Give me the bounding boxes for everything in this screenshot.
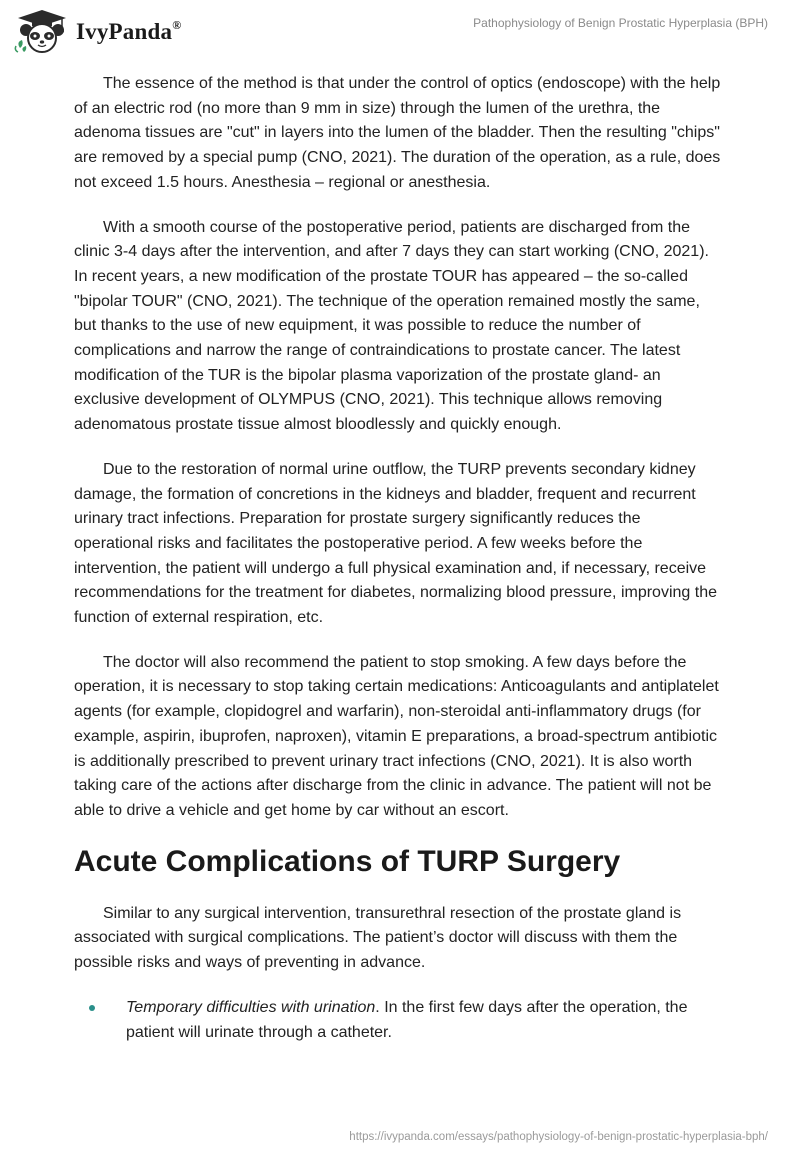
page-header: [0, 0, 800, 64]
running-title: Pathophysiology of Benign Prostatic Hyperplasia (BPH): [473, 16, 768, 30]
list-item-term: Temporary difficulties with urination: [126, 998, 376, 1016]
paragraph: The doctor will also recommend the patient to stop smoking. A few days before the operation, it is necessary to stop taking certain medications: Anticoagulants and antiplatelet agents (for example, clopidogrel and warfarin), non-steroidal anti-inflammatory drugs (for example, aspirin, ibuprofen, naproxen), vitamin E preparations, a broad-spectrum antibiotic is additionally prescribed to prevent urinary tract infections (CNO, 2021). It is also worth taking care of the actions after discharge from the clinic in advance. The patient will not be able to drive a vehicle and get home by car without an escort.: [74, 653, 719, 819]
registered-mark: ®: [172, 17, 182, 32]
bullet-icon: [89, 1005, 95, 1011]
paragraph: Due to the restoration of normal urine outflow, the TURP prevents secondary kidney damage, the formation of concretions in the kidneys and bladder, frequent and recurrent urinary tract infections. Preparation for prostate surgery significantly reduces the operational risks and facilitates the postoperative period. A few weeks before the intervention, the patient will undergo a full physical examination and, if necessary, receive recommendations for the treatment for diabetes, normalizing blood pressure, improving the function of external respiration, etc.: [74, 460, 717, 627]
section-intro: Similar to any surgical intervention, transurethral resection of the prostate gland is associated with surgical complications. The patient’s doctor will discuss with them the possible risks and ways of preventing in advance.: [74, 904, 682, 972]
complications-list: [74, 996, 724, 1045]
essay-body: [74, 72, 724, 1045]
paragraph: With a smooth course of the postoperative period, patients are discharged from the clinic 3-4 days after the intervention, and after 7 days they can start working (CNO, 2021). In recent years, a new modification of the prostate TOUR has appeared – the so-called "bipolar TOUR" (CNO, 2021). The technique of the operation remained mostly the same, but thanks to the use of new equipment, it was possible to reduce the number of complications and narrow the range of contraindications to prostate cancer. The latest modification of the TUR is the bipolar plasma vaporization of the prostate gland- an exclusive development of OLYMPUS (CNO, 2021). This technique allows removing adenomatous prostate tissue almost bloodlessly and quickly enough.: [74, 218, 709, 434]
list-item-text: . In the first few days after the operation, the patient will urinate through a catheter.: [126, 998, 688, 1041]
paragraph: The essence of the method is that under the control of optics (endoscope) with the help of an electric rod (no more than 9 mm in size) through the lumen of the urethra, the adenoma tissues are "cut" in layers into the lumen of the bladder. Then the resulting "chips" are removed by a special pump (CNO, 2021). The duration of the operation, as a rule, does not exceed 1.5 hours. Anesthesia – regional or anesthesia.: [74, 75, 721, 191]
list-item: [74, 996, 724, 1045]
logo-text: IvyPanda®: [76, 17, 182, 44]
section-heading: Acute Complications of TURP Surgery: [74, 844, 621, 878]
panda-graduate-icon: [14, 8, 70, 54]
source-url[interactable]: https://ivypanda.com/essays/pathophysiology-of-benign-prostatic-hyperplasia-bph/: [349, 1131, 768, 1143]
ivypanda-logo[interactable]: [14, 8, 181, 54]
